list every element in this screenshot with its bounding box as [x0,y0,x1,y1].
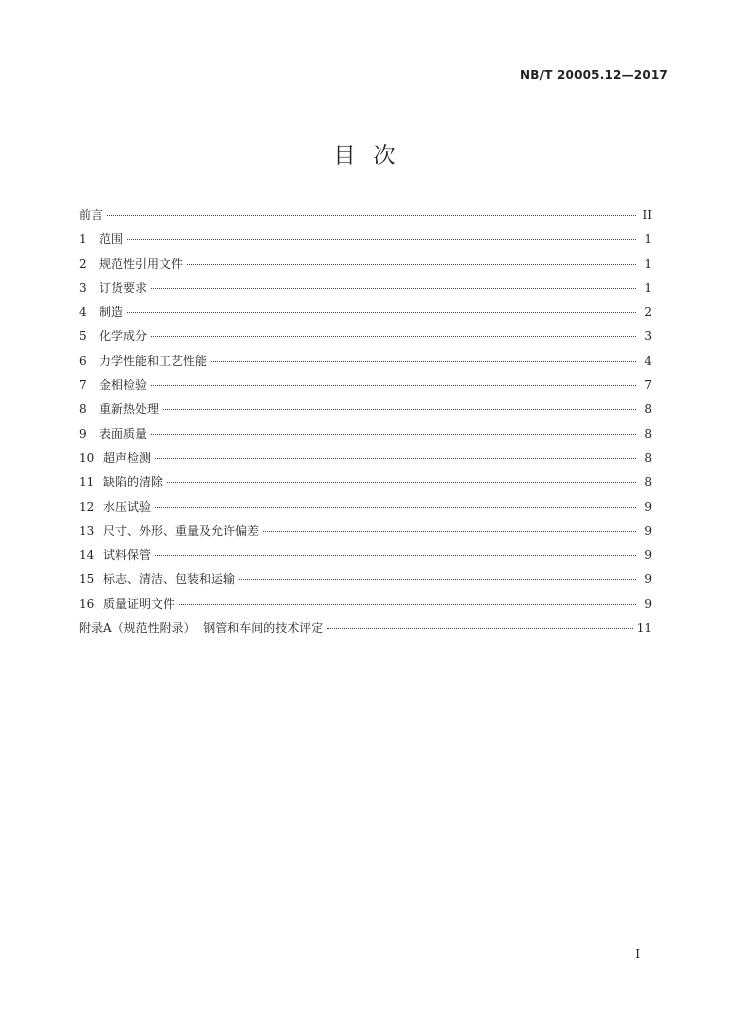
toc-number: 10 [79,450,95,465]
toc-page: 2 [644,305,652,320]
dot-leader [239,579,636,580]
toc-label: 制造 [99,305,124,320]
toc-page: 4 [644,353,652,368]
toc-number: 6 [79,353,87,368]
toc-number: 16 [79,596,95,611]
toc-entry-2[interactable] [79,252,652,276]
toc-number: 13 [79,523,95,538]
toc-page: 1 [644,280,652,295]
toc-entry-4[interactable] [79,300,652,324]
toc-page: 8 [644,402,652,417]
table-of-contents [79,203,652,640]
dot-leader [155,507,636,508]
toc-number: 7 [79,378,87,393]
toc-number: 15 [79,572,95,587]
toc-entry-7[interactable] [79,373,652,397]
toc-number: 4 [79,305,87,320]
dot-leader [327,628,632,629]
toc-number: 5 [79,329,87,344]
toc-entry-6[interactable] [79,349,652,373]
toc-page: 8 [644,426,652,441]
toc-label: 力学性能和工艺性能 [99,353,208,368]
toc-label: 金相检验 [99,378,148,393]
toc-label: 试料保管 [103,548,152,563]
toc-label: 附录A（规范性附录） 钢管和车间的技术评定 [79,621,324,636]
dot-leader [263,531,636,532]
dot-leader [151,434,636,435]
toc-label: 范围 [99,232,124,247]
toc-label: 超声检测 [103,450,152,465]
toc-page: 9 [644,499,652,514]
dot-leader [167,482,636,483]
toc-page: 9 [644,572,652,587]
dot-leader [151,288,636,289]
toc-page: II [642,208,652,222]
toc-number: 14 [79,548,95,563]
dot-leader [187,264,636,265]
toc-label: 前言 [79,208,104,222]
toc-entry-15[interactable] [79,567,652,591]
dot-leader [151,385,636,386]
dot-leader [127,312,636,313]
toc-number: 8 [79,402,87,417]
toc-label: 规范性引用文件 [99,256,184,271]
toc-entry-foreword[interactable] [79,203,652,227]
toc-label: 标志、清洁、包装和运输 [103,572,236,587]
toc-entry-appendix-a[interactable] [79,616,652,640]
dot-leader [155,555,636,556]
toc-page: 1 [644,256,652,271]
dot-leader [211,361,636,362]
toc-label: 订货要求 [99,280,148,295]
toc-number: 2 [79,256,87,271]
toc-page: 8 [644,475,652,490]
toc-label: 质量证明文件 [103,596,176,611]
toc-page: 7 [644,378,652,393]
toc-label: 重新热处理 [99,402,160,417]
toc-entry-14[interactable] [79,543,652,567]
toc-label: 表面质量 [99,426,148,441]
dot-leader [179,604,636,605]
toc-entry-3[interactable] [79,276,652,300]
toc-number: 1 [79,232,87,247]
toc-number: 11 [79,475,95,490]
dot-leader [127,239,636,240]
toc-page: 9 [644,523,652,538]
toc-label: 化学成分 [99,329,148,344]
toc-page: 1 [644,232,652,247]
toc-page: 11 [636,621,652,636]
toc-entry-8[interactable] [79,397,652,421]
toc-label: 水压试验 [103,499,152,514]
toc-entry-16[interactable] [79,592,652,616]
toc-label: 缺陷的清除 [103,475,164,490]
standard-code: NB/T 20005.12—2017 [520,68,668,82]
dot-leader [155,458,636,459]
dot-leader [107,215,636,216]
dot-leader [163,409,636,410]
toc-page: 8 [644,450,652,465]
toc-entry-12[interactable] [79,495,652,519]
toc-page: 9 [644,548,652,563]
toc-number: 9 [79,426,87,441]
page-title: 目次 [333,144,414,169]
page-number: I [635,947,640,961]
toc-page: 9 [644,596,652,611]
toc-entry-9[interactable] [79,422,652,446]
toc-label: 尺寸、外形、重量及允许偏差 [103,523,260,538]
toc-number: 3 [79,280,87,295]
toc-entry-13[interactable] [79,519,652,543]
toc-entry-11[interactable] [79,470,652,494]
toc-number: 12 [79,499,95,514]
toc-page: 3 [644,329,652,344]
dot-leader [151,336,636,337]
toc-entry-1[interactable] [79,227,652,251]
toc-entry-10[interactable] [79,446,652,470]
toc-entry-5[interactable] [79,324,652,348]
